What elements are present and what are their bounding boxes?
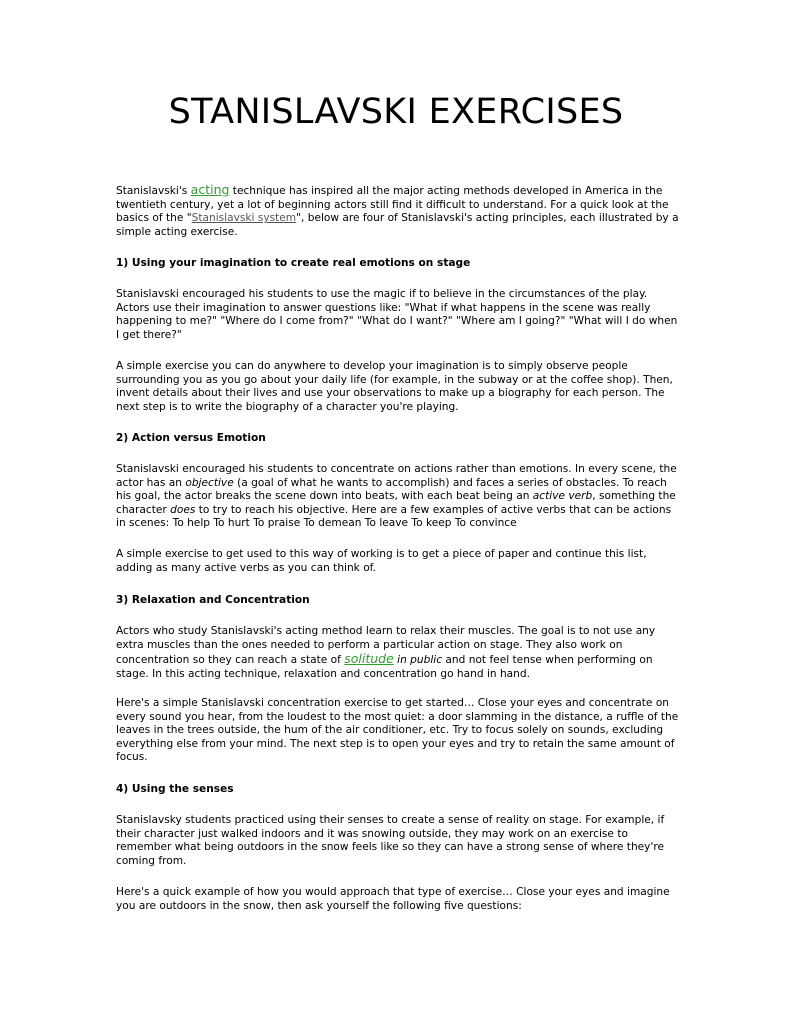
section-1-paragraph-2: A simple exercise you can do anywhere to develop your imagination is to simply observe people surrounding you as you go about your daily life (for example, in the subway or at the coffee shop). Then, invent details about their lives and use your observations to make up a biography for each person. The next step is to write the biography of a character you're playing. (116, 360, 673, 413)
section-4-paragraph-2: Here's a quick example of how you would approach that type of exercise… Close your eyes and imagine you are outdoors in the snow, then ask yourself the following five questions: (116, 886, 670, 912)
solitude-link[interactable]: solitude (344, 651, 394, 667)
acting-link[interactable]: acting (190, 182, 230, 197)
section-2-text-b: (a goal of what he wants to accomplish) and faces a series of obstacles. To reach his goal, the actor breaks the scene down into beats, with each beat being an (116, 476, 667, 503)
does-emphasis: does (170, 503, 196, 516)
section-2-text-a: Stanislavski encouraged his students to concentrate on actions rather than emotions. In every scene, the actor has an (116, 463, 677, 489)
active-verb-emphasis: active verb (532, 490, 593, 503)
section-2-heading: 2) Action versus Emotion (116, 432, 266, 444)
section-2-paragraph-2: A simple exercise to get used to this way of working is to get a piece of paper and continue this list, adding as many active verbs as you can think of. (116, 548, 647, 574)
section-4-paragraph-1: Stanislavsky students practiced using their senses to create a sense of reality on stage. For example, if their character just walked indoors and it was snowing outside, they may work on an exercise to remember what being outdoors in the snow feels like so they can have a strong sense of where they're coming from. (116, 814, 665, 867)
section-3-paragraph-2: Here's a simple Stanislavski concentration exercise to get started… Close your eyes and concentrate on every sound you hear, from the loudest to the most quiet: a door slamming in the distance, a ruffle of the leaves in the trees outside, the hum of the air conditioner, etc. Try to focus solely on sounds, excluding everything else from your mind. The next step is to open your eyes and try to retain the same amount of focus. (116, 697, 679, 764)
section-3-text-a: Actors who study Stanislavski's acting method learn to relax their muscles. The goal is to not use any extra muscles than the ones needed to perform a particular action on stage. They also work on concentration so they can reach a state of (116, 625, 656, 667)
objective-emphasis: objective (185, 476, 234, 489)
section-3-paragraph-1 (116, 625, 681, 681)
section-2-paragraph-1 (116, 463, 681, 531)
section-1-heading: 1) Using your imagination to create real emotions on stage (116, 257, 471, 269)
section-2-text-c: , something the character (116, 490, 676, 516)
section-3-heading: 3) Relaxation and Concentration (116, 594, 310, 606)
section-1-paragraph-1: Stanislavski encouraged his students to use the magic if to believe in the circumstances of the play. Actors use their imagination to answer questions like: "What if what happens in the scene was really happening to me?" "Where do I come from?" "What do I want?" "Where am I going?" "What will I do when I get there?" (116, 288, 678, 341)
stanislavski-system-link[interactable]: Stanislavski system (191, 212, 297, 225)
page-title: STANISLAVSKI EXERCISES (168, 92, 624, 132)
section-3-text-b: and not feel tense when performing on stage. In this acting technique, relaxation and concentration go hand in hand. (116, 654, 653, 680)
intro-text-3: ", below are four of Stanislavski's acting principles, each illustrated by a simple acting exercise. (116, 212, 679, 238)
in-public-emphasis: in public (393, 654, 443, 667)
intro-text-1: Stanislavski's (116, 185, 191, 197)
intro-text-2: technique has inspired all the major acting methods developed in America in the twentieth century, yet a lot of beginning actors still find it difficult to understand. For a quick look at the basics of the " (116, 185, 669, 225)
intro-paragraph (116, 183, 681, 239)
section-4-heading: 4) Using the senses (116, 783, 234, 795)
section-2-text-d: to try to reach his objective. Here are a few examples of active verbs that can be actions in scenes: To help To hurt To praise To demean To leave To keep To convince (116, 503, 672, 530)
